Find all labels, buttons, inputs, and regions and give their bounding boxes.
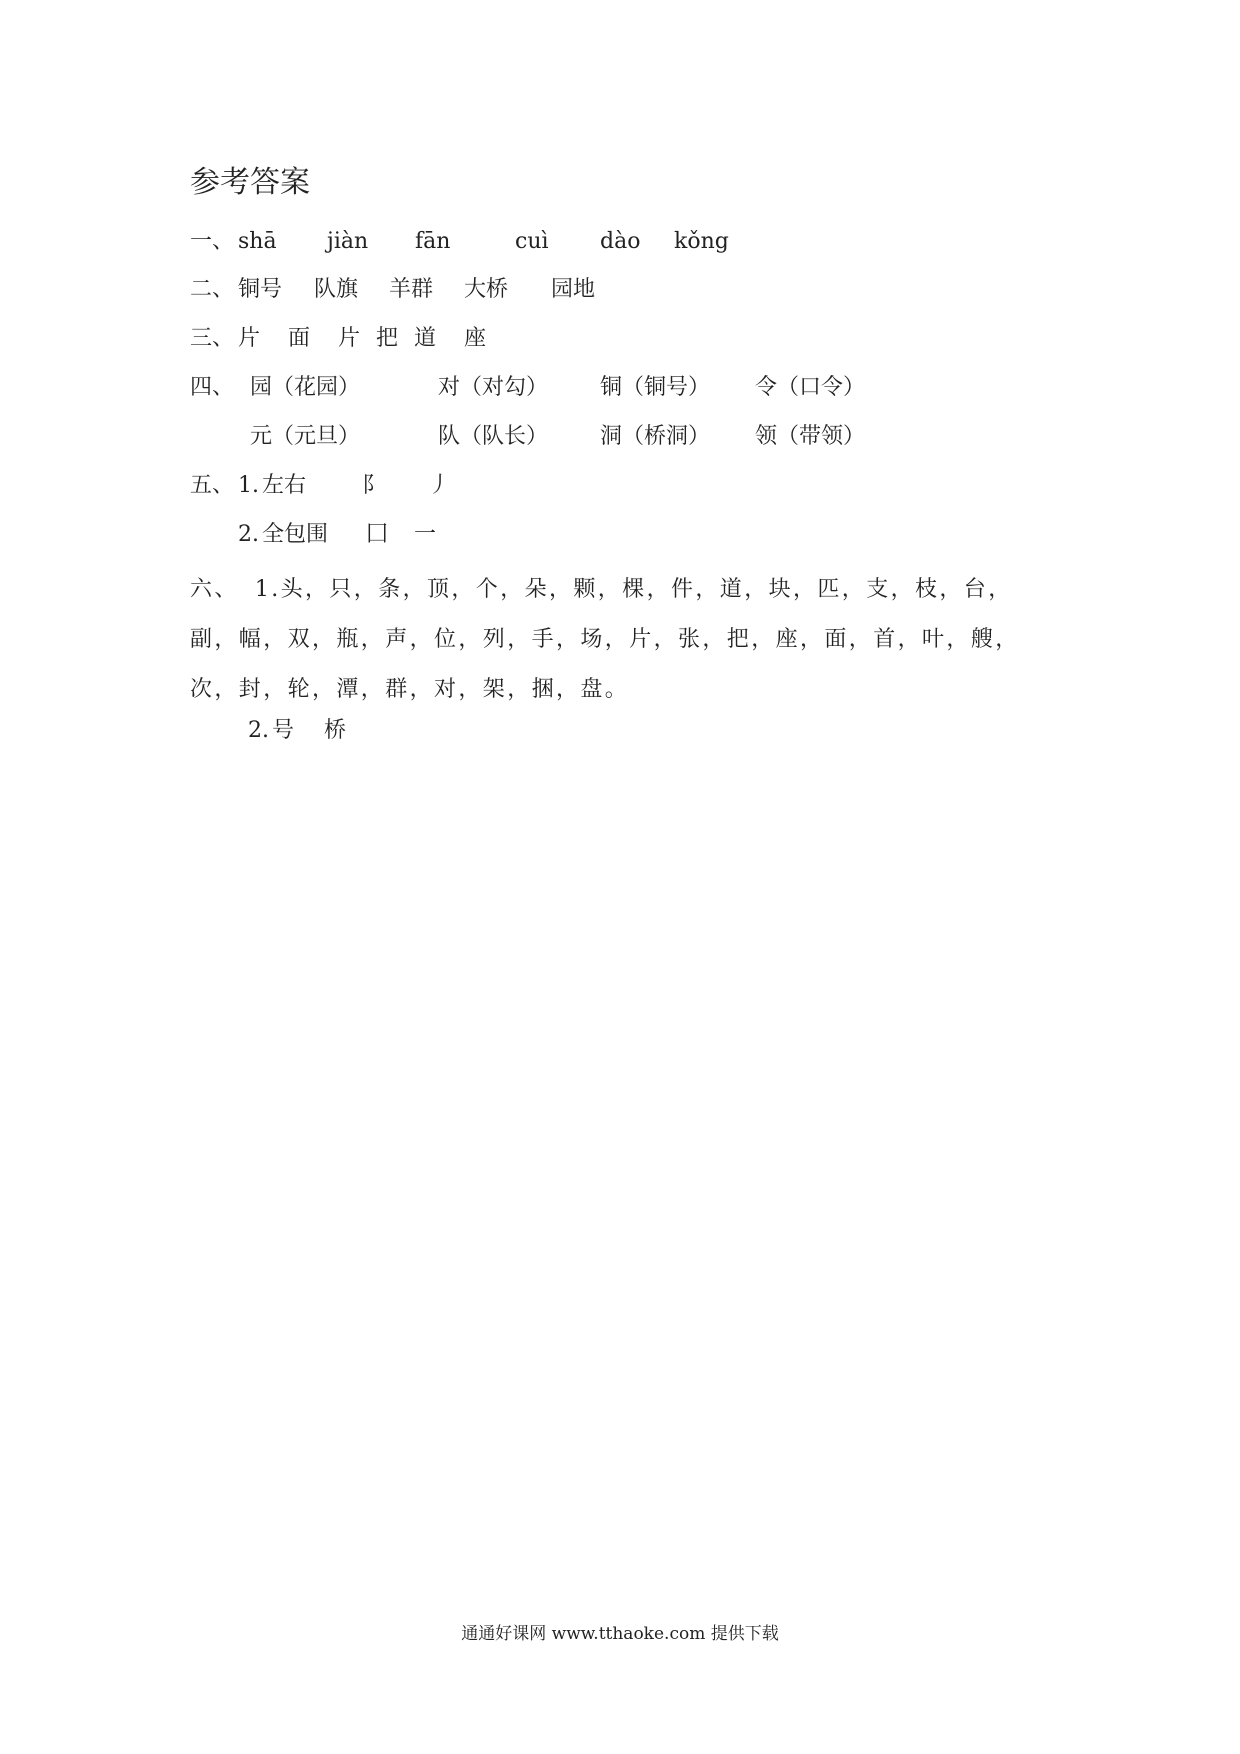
page-title: 参考答案 bbox=[190, 165, 310, 200]
char-pair: 队（队长） bbox=[438, 424, 549, 449]
radical: 一 bbox=[414, 522, 437, 547]
section-4-label: 四、 bbox=[190, 375, 235, 400]
section-3-label: 三、 bbox=[190, 326, 235, 351]
section-2-label: 二、 bbox=[190, 277, 235, 302]
section-1-label: 一、 bbox=[190, 229, 235, 254]
pinyin-item: cuì bbox=[515, 229, 549, 254]
word-item: 道 bbox=[414, 326, 437, 351]
section-6-label: 六、 bbox=[190, 577, 239, 602]
pinyin-item: kǒng bbox=[674, 229, 729, 254]
pinyin-item: fān bbox=[415, 229, 451, 254]
word-item: 羊群 bbox=[389, 277, 434, 302]
char-pair: 铜（铜号） bbox=[600, 375, 711, 400]
char-pair: 洞（桥洞） bbox=[600, 424, 711, 449]
word-item: 大桥 bbox=[464, 277, 509, 302]
char-pair: 领（带领） bbox=[755, 424, 866, 449]
word-item: 把 bbox=[376, 326, 399, 351]
pinyin-item: jiàn bbox=[327, 229, 369, 254]
structure-text: 全包围 bbox=[262, 522, 329, 547]
word-item: 面 bbox=[288, 326, 311, 351]
section-5-label: 五、 bbox=[190, 473, 235, 498]
item-number: 2. bbox=[248, 718, 269, 743]
radical: 囗 bbox=[366, 522, 389, 547]
word-item: 号 bbox=[272, 718, 295, 743]
structure-text: 左右 bbox=[262, 473, 307, 498]
char-pair: 令（口令） bbox=[755, 375, 866, 400]
radical: 丿 bbox=[428, 473, 451, 498]
char-pair: 园（花园） bbox=[250, 375, 361, 400]
word-item: 铜号 bbox=[238, 277, 283, 302]
char-pair: 对（对勾） bbox=[438, 375, 549, 400]
word-item: 片 bbox=[338, 326, 361, 351]
measure-word-list: 头，只，条，顶，个，朵，颗，棵，件，道，块，匹，支，枝，台，副，幅，双，瓶，声，位，列，手，场，片，张，把，座，面，首，叶，艘，次，封，轮，潭，群，对，架，捆，盘。 bbox=[190, 577, 1020, 702]
radical: 阝 bbox=[362, 473, 385, 498]
section-6-item-1 bbox=[190, 565, 1060, 715]
pinyin-item: shā bbox=[238, 229, 277, 254]
item-number: 1. bbox=[254, 577, 281, 602]
word-item: 队旗 bbox=[314, 277, 359, 302]
item-number: 2. bbox=[238, 522, 259, 547]
pinyin-item: dào bbox=[600, 229, 641, 254]
word-item: 桥 bbox=[324, 718, 347, 743]
char-pair: 元（元旦） bbox=[250, 424, 361, 449]
word-item: 园地 bbox=[551, 277, 596, 302]
word-item: 片 bbox=[238, 326, 261, 351]
item-number: 1. bbox=[238, 473, 259, 498]
page-footer: 通通好课网 www.tthaoke.com 提供下载 bbox=[461, 1624, 779, 1644]
word-item: 座 bbox=[464, 326, 487, 351]
